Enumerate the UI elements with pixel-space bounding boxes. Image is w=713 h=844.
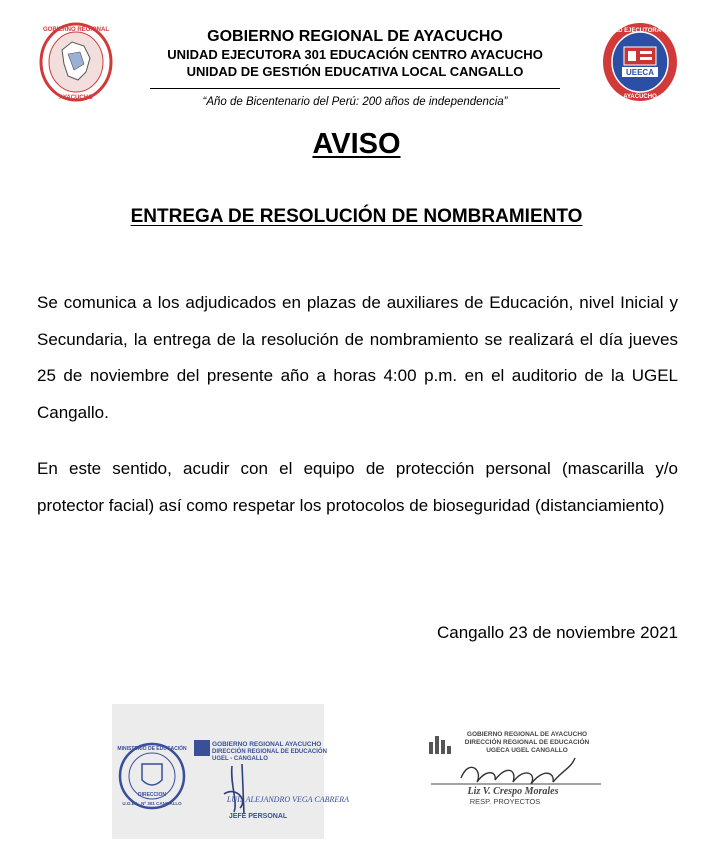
notice-subtitle: ENTREGA DE RESOLUCIÓN DE NOMBRAMIENTO	[130, 206, 583, 227]
left-signer-name: LUIS ALEJANDRO VEGA CABRERA	[226, 795, 350, 804]
date-line: Cangallo 23 de noviembre 2021	[436, 623, 678, 642]
projects-signature-stamp	[425, 728, 605, 812]
svg-text:U.G.E.L. Nº 301 CANGALLO: U.G.E.L. Nº 301 CANGALLO	[122, 801, 182, 806]
right-signer-role: RESP. PROYECTOS	[469, 797, 541, 806]
notice-paragraph-1: Se comunica a los adjudicados en plazas de auxiliares de Educación, nivel Inicial y Secundaria, la entrega de la resolución de nombramiento se realizará el día jueves 25 de noviembre del presente año a horas 4:00 p.m. en el auditorio de la UGEL Cangallo.	[37, 293, 678, 422]
ueeca-logo	[600, 20, 680, 104]
svg-text:UNIDAD EJECUTORA N° 301: UNIDAD EJECUTORA N° 301	[599, 28, 681, 34]
header-divider	[150, 88, 560, 89]
header-line-1: GOBIERNO REGIONAL DE AYACUCHO	[207, 28, 503, 45]
svg-text:GOBIERNO REGIONAL: GOBIERNO REGIONAL	[42, 27, 110, 33]
left-signer-role: JEFE PERSONAL	[228, 813, 288, 820]
left-stamp-line-2: DIRECCIÓN REGIONAL DE EDUCACIÓN	[212, 749, 327, 755]
right-stamp-line-1: GOBIERNO REGIONAL DE AYACUCHO	[466, 731, 588, 738]
notice-title: AVISO	[312, 128, 401, 160]
year-motto: “Año de Bicentenario del Perú: 200 años de independencia”	[202, 96, 508, 108]
seal-center-label: DIRECCION	[137, 792, 167, 798]
right-stamp-line-2: DIRECCIÓN REGIONAL DE EDUCACIÓN	[464, 739, 590, 746]
header-line-3: UNIDAD DE GESTIÓN EDUCATIVA LOCAL CANGALLO	[186, 64, 524, 79]
svg-text:UEECA: UEECA	[625, 68, 655, 77]
left-stamp-line-3: UGEL - CANGALLO	[212, 756, 268, 762]
svg-text:AYACUCHO: AYACUCHO	[623, 94, 657, 100]
svg-text:MINISTERIO DE EDUCACIÓN: MINISTERIO DE EDUCACIÓN	[117, 746, 187, 752]
left-stamp-line-1: GOBIERNO REGIONAL AYACUCHO	[212, 741, 322, 748]
notice-paragraph-2: En este sentido, acudir con el equipo de protección personal (mascarilla y/o protector facial) así como respetar los protocolos de bioseguridad (distanciamiento)	[37, 459, 678, 515]
right-stamp-line-3: UGECA UGEL CANGALLO	[486, 747, 568, 754]
svg-text:AYACUCHO: AYACUCHO	[59, 95, 93, 101]
right-signer-name: Liz V. Crespo Morales	[467, 786, 559, 797]
header-line-2: UNIDAD EJECUTORA 301 EDUCACIÓN CENTRO AYACUCHO	[167, 47, 543, 62]
personnel-signature-stamp	[112, 704, 350, 839]
regional-government-logo	[38, 20, 114, 104]
